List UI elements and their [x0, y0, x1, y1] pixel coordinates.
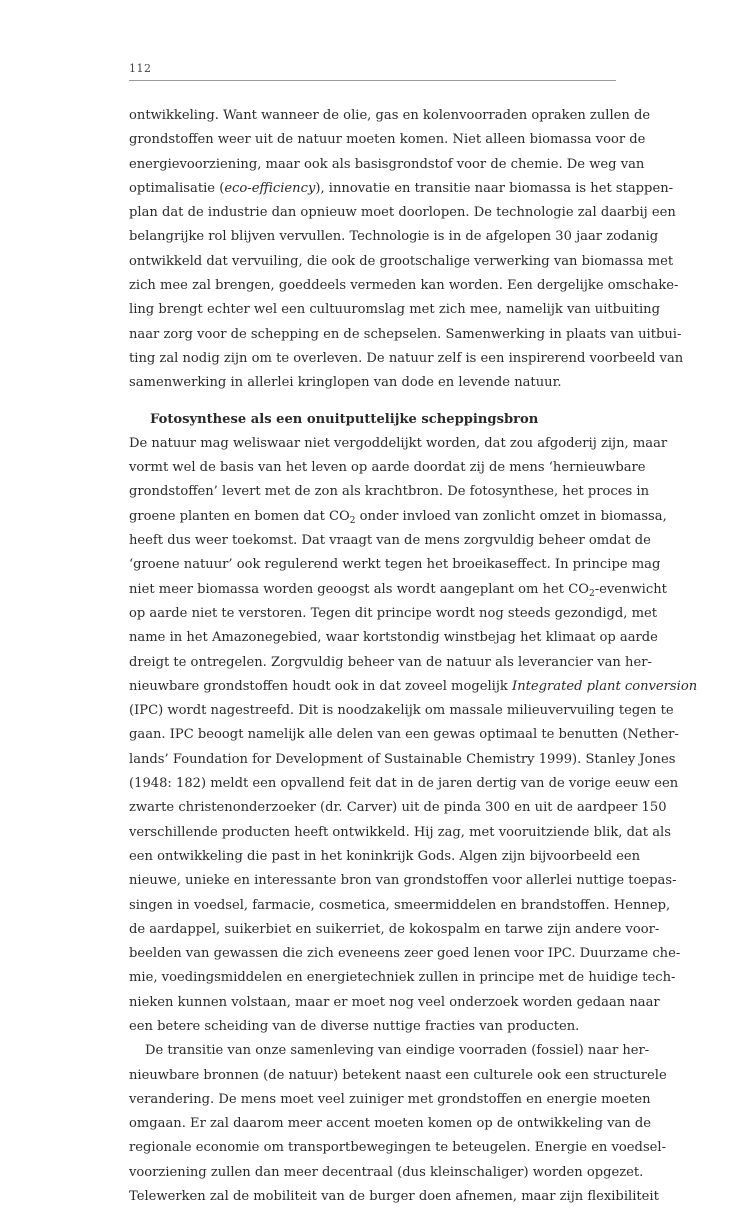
text-line: De transitie van onze samenleving van eindige voorraden (fossiel) naar her-	[145, 1043, 650, 1059]
section-gap	[129, 396, 616, 408]
text-line: voorziening zullen dan meer decentraal (dus kleinschaliger) worden opgezet.	[129, 1164, 644, 1180]
text-run: optimalisatie (	[129, 180, 225, 196]
text-line: heeft dus weer toekomst. Dat vraagt van de mens zorgvuldig beheer omdat de	[129, 533, 651, 549]
text-line: de aardappel, suikerbiet en suikerriet, de kokospalm en tarwe zijn andere voor-	[129, 921, 660, 937]
paragraph-3	[129, 1039, 667, 1209]
text-line: verandering. De mens moet veel zuiniger met grondstoffen en energie moeten	[129, 1091, 651, 1107]
text-line: lands’ Foundation for Development of Sustainable Chemistry 1999). Stanley Jones	[129, 751, 676, 767]
text-line: grondstoffen’ levert met de zon als krachtbron. De fotosynthese, het proces in	[129, 484, 650, 500]
text-line: op aarde niet te verstoren. Tegen dit principe wordt nog steeds gezondigd, met	[129, 605, 658, 621]
subscript: 2	[349, 515, 356, 526]
page-number: 112	[129, 62, 152, 75]
italic-term: eco-efficiency	[224, 180, 316, 196]
text-line: energievoorziening, maar ook als basisgrondstof voor de chemie. De weg van	[129, 156, 645, 172]
text-line: De natuur mag weliswaar niet vergoddelijkt worden, dat zou afgoderij zijn, maar	[129, 435, 668, 451]
text-line: naar zorg voor de schepping en de schepselen. Samenwerking in plaats van uitbui-	[129, 326, 682, 342]
text-line: ling brengt echter wel een cultuuromslag met zich mee, namelijk van uitbuiting	[129, 302, 660, 318]
header-rule	[129, 80, 616, 81]
text-line: zich mee zal brengen, goeddeels vermeden kan worden. Een dergelijke omschake-	[129, 278, 679, 294]
paragraph-2	[129, 432, 698, 1039]
text-line: vormt wel de basis van het leven op aarde doordat zij de mens ‘hernieuwbare	[129, 460, 646, 476]
text-line: ontwikkeling. Want wanneer de olie, gas en kolenvoorraden opraken zullen de	[129, 108, 651, 123]
text-line: omgaan. Er zal daarom meer accent moeten komen op de ontwikkeling van de	[129, 1116, 652, 1132]
text-line: nieken kunnen volstaan, maar er moet nog veel onderzoek worden gedaan naar	[129, 994, 660, 1010]
text-line: plan dat de industrie dan opnieuw moet doorlopen. De technologie zal daarbij een	[129, 205, 676, 221]
text-line: een betere scheiding van de diverse nuttige fracties van producten.	[129, 1018, 580, 1034]
section-heading: Fotosynthese als een onuitputtelijke scheppingsbron	[150, 411, 539, 427]
text-run: -evenwicht	[594, 581, 667, 597]
body-text	[129, 104, 698, 1209]
text-line: mie, voedingsmiddelen en energietechniek zullen in principe met de huidige tech-	[129, 970, 676, 986]
text-line: verschillende producten heeft ontwikkeld. Hij zag, met vooruitziende blik, dat als	[129, 824, 671, 840]
text-run: groene planten en bomen dat CO	[129, 508, 350, 524]
subscript: 2	[588, 588, 595, 599]
paragraph-1	[129, 104, 684, 396]
text-line: belangrijke rol blijven vervullen. Technologie is in de afgelopen 30 jaar zodanig	[129, 229, 659, 245]
text-line	[129, 675, 698, 699]
text-line: grondstoffen weer uit de natuur moeten komen. Niet alleen biomassa voor de	[129, 132, 646, 148]
text-line: (IPC) wordt nagestreefd. Dit is noodzakelijk om massale milieuvervuiling tegen te	[129, 703, 674, 719]
text-line: name in het Amazonegebied, waar kortstondig winstbejag het klimaat op aarde	[129, 630, 658, 646]
text-line: (1948: 182) meldt een opvallend feit dat in de jaren dertig van de vorige eeuw een	[129, 776, 679, 792]
text-line: beelden van gewassen die zich eveneens zeer goed lenen voor IPC. Duurzame che-	[129, 946, 681, 962]
italic-term: Integrated plant conversion	[512, 678, 698, 694]
text-line	[129, 505, 667, 529]
text-run: nieuwbare grondstoffen houdt ook in dat zoveel mogelijk	[129, 678, 513, 694]
text-line: gaan. IPC beoogt namelijk alle delen van een gewas optimaal te benutten (Nether-	[129, 727, 679, 743]
text-line: ‘groene natuur’ ook regulerend werkt tegen het broeikaseffect. In principe mag	[129, 557, 661, 573]
text-line: dreigt te ontregelen. Zorgvuldig beheer van de natuur als leverancier van her-	[129, 654, 652, 670]
text-line: een ontwikkeling die past in het koninkrijk Gods. Algen zijn bijvoorbeeld een	[129, 848, 641, 864]
text-line	[129, 578, 667, 602]
text-line: ting zal nodig zijn om te overleven. De natuur zelf is een inspirerend voorbeeld van	[129, 350, 684, 366]
text-run: onder invloed van zonlicht omzet in biomassa,	[355, 508, 667, 524]
text-line: singen in voedsel, farmacie, cosmetica, smeermiddelen en brandstoffen. Hennep,	[129, 897, 671, 913]
text-run: niet meer biomassa worden geoogst als wordt aangeplant om het CO	[129, 581, 589, 597]
text-line: nieuwbare bronnen (de natuur) betekent naast een culturele ook een structurele	[129, 1067, 667, 1083]
text-line: zwarte christenonderzoeker (dr. Carver) uit de pinda 300 en uit de aardpeer 150	[129, 800, 667, 816]
text-line	[129, 177, 674, 201]
text-line: regionale economie om transportbewegingen te beteugelen. Energie en voedsel-	[129, 1140, 667, 1156]
text-line: samenwerking in allerlei kringlopen van dode en levende natuur.	[129, 375, 562, 391]
text-line: ontwikkeld dat vervuiling, die ook de grootschalige verwerking van biomassa met	[129, 253, 674, 269]
text-line: nieuwe, unieke en interessante bron van grondstoffen voor allerlei nuttige toepas-	[129, 873, 677, 889]
text-run: ), innovatie en transitie naar biomassa is het stappen-	[315, 180, 674, 196]
text-line: Telewerken zal de mobiliteit van de burger doen afnemen, maar zijn flexibiliteit	[129, 1189, 659, 1205]
